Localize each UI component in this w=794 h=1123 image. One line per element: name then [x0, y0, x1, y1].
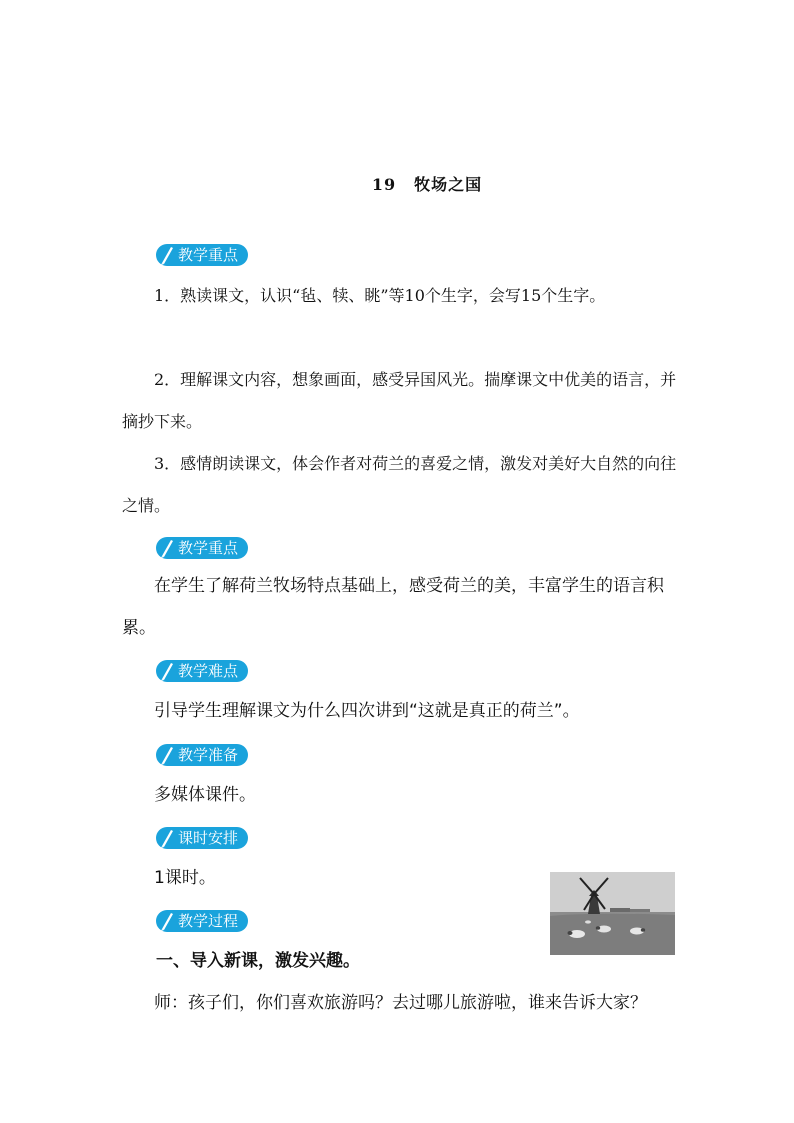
section-badge-preparation: 教学准备 [156, 744, 248, 766]
pen-icon [158, 660, 176, 682]
schedule-text: 1课时。 [154, 868, 216, 888]
section-badge-schedule: 课时安排 [156, 827, 248, 849]
objective-3: 3．感情朗读课文，体会作者对荷兰的喜爱之情，激发对美好大自然的向往之情。 [122, 454, 677, 515]
preparation-text: 多媒体课件。 [154, 785, 256, 805]
process-text: 师：孩子们，你们喜欢旅游吗？去过哪儿旅游啦，谁来告诉大家？ [154, 993, 647, 1013]
pen-icon [158, 910, 176, 932]
lesson-title: 牧场之国 [414, 175, 483, 194]
key-points-text: 在学生了解荷兰牧场特点基础上，感受荷兰的美，丰富学生的语言积累。 [122, 576, 664, 638]
process-heading: 一、导入新课，激发兴趣。 [156, 951, 360, 971]
section-badge-key-points: 教学重点 [156, 537, 248, 559]
page-title [0, 172, 794, 195]
section-badge-process: 教学过程 [156, 910, 248, 932]
pen-icon [158, 244, 176, 266]
section-badge-objectives: 教学重点 [156, 244, 248, 266]
objective-2: 2．理解课文内容，想象画面，感受异国风光。揣摩课文中优美的语言，并摘抄下来。 [122, 370, 677, 431]
pen-icon [158, 744, 176, 766]
objective-1: 1．熟读课文，认识“毡、犊、眺”等10个生字，会写15个生字。 [154, 286, 606, 305]
pen-icon [158, 537, 176, 559]
lesson-number: 19 [371, 175, 397, 194]
difficulties-text: 引导学生理解课文为什么四次讲到“这就是真正的荷兰”。 [154, 701, 580, 721]
section-badge-difficulties: 教学难点 [156, 660, 248, 682]
pen-icon [158, 827, 176, 849]
